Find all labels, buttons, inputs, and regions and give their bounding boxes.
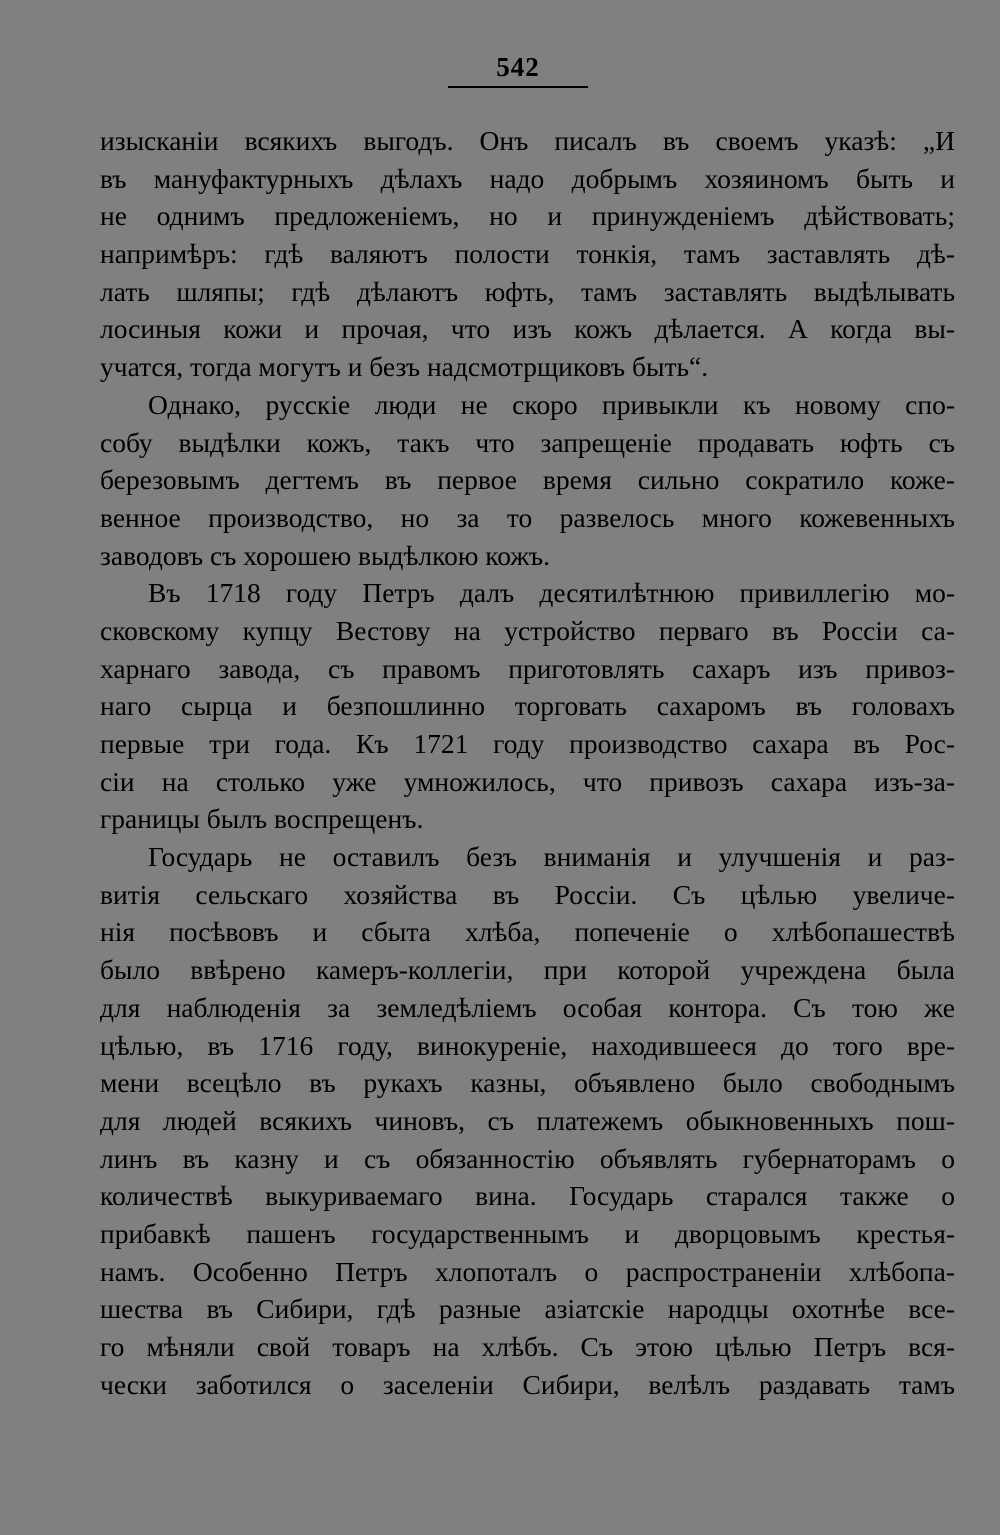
text-line: учатся, тогда могутъ и безъ надсмотрщиковъ быть“. (100, 351, 709, 383)
text-line: линъ въ казну и съ обязанностію объявлять губернаторамъ о (100, 1142, 955, 1174)
text-line: Однако, русскіе люди не скоро привыкли къ новому спо- (148, 388, 955, 420)
text-line: первые три года. Къ 1721 году производство сахара въ Рос- (100, 728, 955, 759)
text-line: шества въ Сибири, гдѣ разные азіатскіе народцы охотнѣе все- (100, 1293, 955, 1325)
text-line: напримѣръ: гдѣ валяютъ полости тонкія, тамъ заставлять дѣ- (100, 238, 955, 270)
page-text (100, 122, 955, 1403)
text-line: харнаго завода, съ правомъ приготовлять сахаръ изъ привоз- (100, 652, 955, 684)
text-line: для людей всякихъ чиновъ, съ платежемъ обыкновенныхъ пош- (100, 1104, 955, 1136)
text-line: заводовъ съ хорошею выдѣлкою кожъ. (100, 539, 551, 571)
text-line: намъ. Особенно Петръ хлопоталъ о распространеніи хлѣбопа- (100, 1255, 955, 1287)
text-line: Въ 1718 году Петръ далъ десятилѣтнюю привиллегію мо- (148, 577, 955, 609)
text-line: наго сырца и безпошлинно торговать сахаромъ въ головахъ (100, 690, 955, 722)
text-line: сіи на столько уже умножилось, что привозъ сахара изъ-за- (100, 765, 955, 797)
text-line: витія сельскаго хозяйства въ Россіи. Съ цѣлью увеличе- (100, 878, 955, 910)
text-line: чески заботился о заселеніи Сибири, велѣлъ раздавать тамъ (100, 1368, 955, 1400)
text-line: изысканіи всякихъ выгодъ. Онъ писалъ въ своемъ указѣ: „И (100, 125, 955, 156)
text-line: цѣлью, въ 1716 году, винокуреніе, находившееся до того вре- (100, 1029, 955, 1061)
text-line: го мѣняли свой товаръ на хлѣбъ. Съ этою цѣлью Петръ вся- (100, 1331, 955, 1362)
text-line: границы былъ воспрещенъ. (100, 803, 424, 835)
text-line: не однимъ предложеніемъ, но и принужденіемъ дѣйствовать; (100, 200, 955, 232)
text-line: мени всецѣло въ рукахъ казны, объявлено было свободнымъ (100, 1067, 955, 1099)
text-line: количествѣ выкуриваемаго вина. Государь старался также о (100, 1180, 955, 1212)
text-line: для наблюденія за земледѣліемъ особая контора. Съ тою же (100, 991, 955, 1023)
text-line: лать шляпы; гдѣ дѣлаютъ юфть, тамъ заставлять выдѣлывать (100, 275, 955, 307)
text-line: венное производство, но за то развелось много кожевенныхъ (100, 501, 955, 533)
text-line: прибавкѣ пашенъ государственнымъ и дворцовымъ крестья- (100, 1217, 955, 1249)
page-number-rule (448, 86, 588, 88)
text-line: нія посѣвовъ и сбыта хлѣба, попеченіе о хлѣбопашествѣ (100, 916, 955, 948)
text-line: собу выдѣлки кожъ, такъ что запрещеніе продавать юфть съ (100, 426, 955, 458)
text-line: въ мануфактурныхъ дѣлахъ надо добрымъ хозяиномъ быть и (100, 162, 955, 194)
page-number: 542 (496, 52, 540, 82)
text-line: было ввѣрено камеръ-коллегіи, при которой учреждена была (100, 954, 955, 986)
text-line: сковскому купцу Вестову на устройство перваго въ Россіи са- (100, 614, 955, 646)
text-line: лосиныя кожи и прочая, что изъ кожъ дѣлается. А когда вы- (100, 313, 955, 345)
text-line: березовымъ дегтемъ въ первое время сильно сократило коже- (100, 464, 955, 496)
text-line: Государь не оставилъ безъ вниманія и улучшенія и раз- (148, 841, 955, 873)
